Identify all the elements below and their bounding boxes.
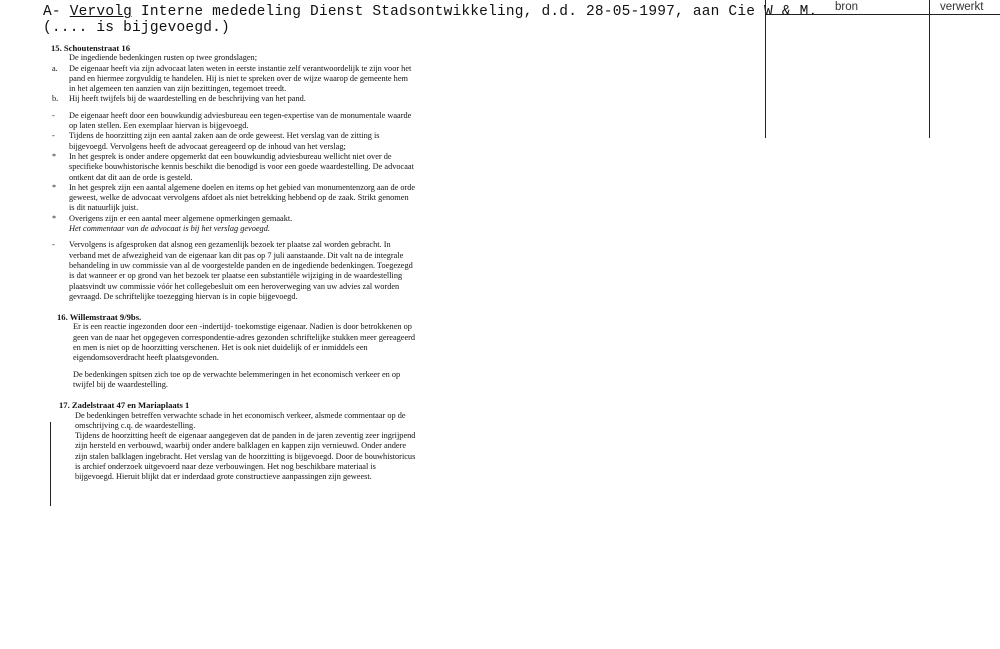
dash-item-1: De eigenaar heeft door een bouwkundig adviesbureau een tegen-expertise van de monumentale waarde op laten stellen. Een exemplaar hiervan is bijgevoegd. — [69, 110, 412, 131]
item-marker: - — [52, 131, 55, 141]
dash-item-3: Vervolgens is afgesproken dat alsnog een gezamenlijk bezoek ter plaatse zal worden gebracht. In verband met de afwezigheid van de eigenaar kan dit pas op 7 juli aanstaande. Dit valt na de integrale behandeling in uw commissie van al de voorgestelde panden en de ingediende bedenkingen. Toegezegd is dat wanneer er op grond van het bezoek ter plaatse een substantiële wijziging in de waardestelling plaatsvindt uw commissie vóór het collegebesluit om een heroverweging van uw advies zal worden gevraagd. De schriftelijke toezegging hiervan is in copie bijgevoegd. — [69, 240, 413, 301]
header-line2: (.... is bijgevoegd.) — [43, 20, 230, 36]
section-17-p1: De bedenkingen betreffen verwachte schade in het economisch verkeer, alsmede commentaar op de omschrijving c.q. de waardestelling. — [75, 410, 406, 430]
section-16 — [51, 312, 416, 390]
section-16-p1: Er is een reactie ingezonden door een -indertijd- toekomstige eigenaar. Nadien is door betrokkenen op geen van de naar het opgegeven correspondentie-adres gezonden schriftelijke stukken meer gereageerd en men is niet op de hoorzitting verschenen. Het is ook niet duidelijk of er inmiddels een eigendomsoverdracht heeft plaatsgevonden. — [73, 322, 416, 363]
item-marker: * — [52, 213, 57, 223]
item-marker: b. — [52, 94, 59, 104]
column-header-rule — [765, 14, 1000, 15]
dash-item-2: Tijdens de hoorzitting zijn een aantal zaken aan de orde geweest. Het verslag van de zitting is bijgevoegd. Vervolgens heeft de advocaat gereageerd op de inhoud van het verslag; — [69, 131, 380, 151]
list-item — [51, 111, 416, 132]
section-16-title: 16. Willemstraat 9/9bs. — [57, 312, 142, 323]
column-label-bron: bron — [835, 1, 859, 13]
star-item-3-italic: Het commentaar van de advocaat is bij het verslag gevoegd. — [69, 224, 270, 234]
item-marker: * — [52, 182, 57, 192]
document-body — [51, 43, 416, 483]
column-label-verwerkt: verwerkt — [940, 1, 984, 13]
list-item — [51, 94, 416, 104]
item-a-text: De eigenaar heeft via zijn advocaat laten weten in eerste instantie zelf verantwoordelijk te zijn voor het pand en hiermee zorgvuldig te handelen. Hij is niet te spreken over de wijze waarop de gemeente hem in het algemeen ten aanzien van zijn bezittingen, tegemoet treedt. — [69, 63, 412, 94]
column-divider-right — [929, 0, 930, 138]
section-15-title: 15. Schoutenstraat 16 — [51, 43, 131, 53]
header-title: Interne mededeling Dienst Stadsontwikkeling, d.d. 28-05-1997, aan Cie W & M. — [132, 4, 818, 20]
header-vervolg: Vervolg — [69, 4, 133, 20]
list-item — [51, 183, 416, 214]
section-17-title: 17. Zadelstraat 47 en Mariaplaats 1 — [59, 400, 190, 411]
item-marker: * — [52, 151, 57, 161]
item-marker: - — [52, 110, 55, 120]
star-item-2: In het gesprek zijn een aantal algemene doelen en items op het gebied van monumentenzorg aan de orde geweest, welke de advocaat vervolgens afdoet als niet betrekking hebbend op de zaak. Strikt genomen is dit natuurlijk juist. — [69, 182, 416, 213]
star-item-3: Overigens zijn er een aantal meer algemene opmerkingen gemaakt. — [69, 213, 293, 223]
star-item-1: In het gesprek is onder andere opgemerkt dat een bouwkundig adviesbureau wellicht niet over de specifieke bouwhistorische kennis beschikt die benodigd is voor een goede waardestelling. De advocaat ontkent dat dit aan de orde is gesteld. — [69, 151, 414, 182]
list-item — [51, 64, 416, 95]
section-17 — [51, 400, 416, 482]
list-item — [51, 152, 416, 183]
section-15 — [51, 43, 416, 302]
document-header — [43, 4, 817, 36]
column-divider-left — [765, 0, 766, 138]
section-15-intro: De ingediende bedenkingen rusten op twee grondslagen; — [69, 53, 258, 63]
list-item — [51, 131, 416, 152]
section-16-p2: De bedenkingen spitsen zich toe op de verwachte belemmeringen in het economisch verkeer en op twijfel bij de waardestelling. — [73, 369, 401, 389]
item-marker: a. — [52, 63, 58, 73]
list-item — [51, 214, 416, 235]
section-17-p2: Tijdens de hoorzitting heeft de eigenaar aangegeven dat de panden in de jaren zeventig zeer ingrijpend zijn hersteld en verbouwd, waarbij onder andere balklagen en kappen zijn vernieuwd. Onder andere zijn stalen balklagen ingebracht. Het verslag van de hoorzitting is bijgevoegd. Door de bouwhistoricus is archief onderzoek uitgevoerd naar deze verbouwingen. Het nog beschikbare materiaal is bijgevoegd. Hieruit blijkt dat er inderdaad grote constructieve aanpassingen zijn geweest. — [75, 431, 416, 482]
margin-rule — [50, 422, 51, 506]
header-prefix: A- — [43, 4, 70, 20]
list-item — [51, 240, 416, 302]
item-b-text: Hij heeft twijfels bij de waardestelling en de beschrijving van het pand. — [69, 94, 306, 104]
list-item — [51, 53, 416, 63]
item-marker: - — [52, 240, 55, 250]
